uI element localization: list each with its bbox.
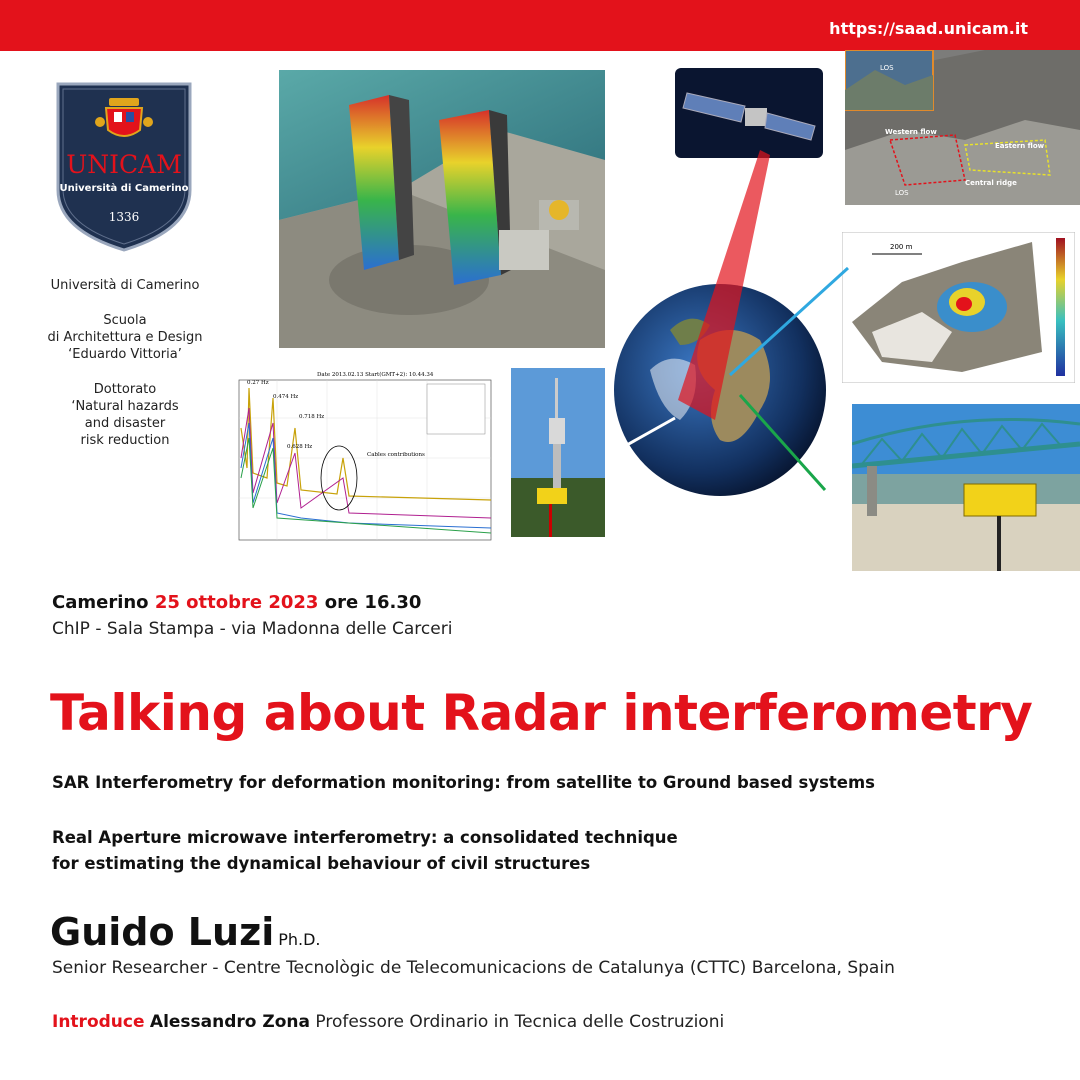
peak-label-3: 0.628 Hz — [287, 444, 313, 450]
logo-subtitle: Università di Camerino — [59, 183, 189, 194]
event-title: Talking about Radar interferometry — [50, 684, 1033, 742]
peak-label-4: 0.718 Hz — [299, 414, 325, 420]
speaker-role: Senior Researcher - Centre Tecnològic de Telecomunicacions de Catalunya (CTTC) Barcelona, Spain — [52, 958, 895, 978]
satellite-image — [675, 68, 823, 158]
subtitle-line: Real Aperture microwave interferometry: a consolidated technique — [52, 828, 678, 847]
event-date: 25 ottobre 2023 — [154, 592, 319, 613]
subtitle-sar: SAR Interferometry for deformation monitoring: from satellite to Ground based systems — [52, 773, 875, 792]
western-flow-label: Western flow — [885, 128, 937, 136]
speaker-degree: Ph.D. — [278, 930, 321, 949]
event-city: Camerino — [52, 592, 149, 613]
event-when — [52, 592, 421, 613]
school-line: ‘Eduardo Vittoria’ — [68, 347, 182, 362]
event-venue: ChIP - Sala Stampa - via Madonna delle Carceri — [52, 619, 453, 639]
scale-label: 200 m — [890, 243, 913, 251]
mountain-landslide-photo — [845, 50, 1080, 205]
event-time: ore 16.30 — [324, 592, 422, 613]
website-link[interactable]: https://saad.unicam.it — [829, 19, 1028, 38]
university-name: Università di Camerino — [50, 278, 200, 293]
introducer — [52, 1012, 724, 1032]
speaker-name: Guido Luzi — [50, 910, 275, 954]
logo-name: UNICAM — [66, 150, 182, 179]
school-name — [40, 312, 210, 363]
eastern-flow-label: Eastern flow — [995, 142, 1045, 150]
subtitle-real-aperture — [52, 825, 678, 877]
doctorate-name — [40, 381, 210, 449]
doctorate-line: ‘Natural hazards — [71, 399, 179, 414]
introduce-label: Introduce — [52, 1012, 145, 1032]
bridge-radar-photo — [852, 404, 1080, 571]
los-label: LOS — [880, 64, 894, 72]
doctorate-line: Dottorato — [93, 382, 157, 397]
introducer-name: Alessandro Zona — [149, 1012, 310, 1032]
school-line: Scuola — [103, 313, 147, 328]
peak-label-1: 0.27 Hz — [247, 380, 269, 386]
doctorate-line: risk reduction — [80, 433, 170, 448]
logo-year: 1336 — [108, 210, 140, 224]
earth-radar-illustration — [610, 150, 855, 505]
peak-label-2: 0.474 Hz — [273, 394, 299, 400]
frequency-spectrum-chart — [217, 368, 497, 553]
los-label-2: LOS — [895, 189, 909, 197]
deformation-map — [842, 232, 1075, 383]
central-ridge-label: Central ridge — [965, 179, 1017, 187]
doctorate-line: and disaster — [84, 416, 166, 431]
subtitle-line: for estimating the dynamical behaviour of civil structures — [52, 854, 591, 873]
school-line: di Architettura e Design — [47, 330, 203, 345]
speaker-name-block — [50, 910, 321, 954]
tower-radar-photo — [511, 368, 605, 537]
cables-label: Cables contributions — [367, 452, 425, 458]
introducer-role: Professore Ordinario in Tecnica delle Costruzioni — [315, 1012, 725, 1032]
chart-date: Date 2013.02.13 Start(GMT+2): 10.44.34 — [317, 372, 434, 378]
towers-deformation-photo — [279, 70, 605, 348]
